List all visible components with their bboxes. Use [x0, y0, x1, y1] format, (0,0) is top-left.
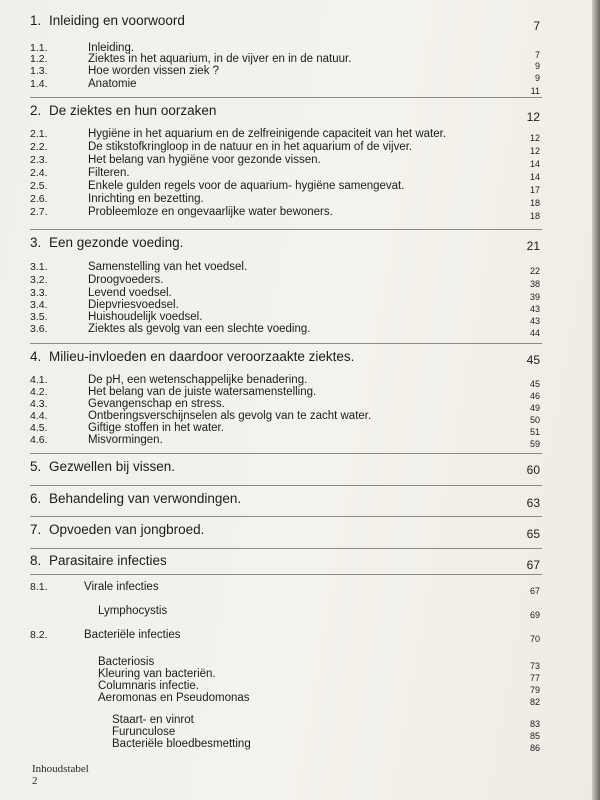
footer-page-number: 2 [32, 775, 38, 787]
item-number: 8.1. [30, 581, 48, 593]
item-page: 9 [534, 61, 540, 71]
item-title: Diepvriesvoedsel. [88, 299, 179, 311]
item-page: 12 [529, 133, 540, 143]
item-title: Filteren. [88, 167, 130, 179]
item-page: 18 [529, 211, 540, 221]
section-page: 12 [526, 110, 540, 124]
item-page: 69 [529, 610, 540, 620]
item-page: 11 [530, 86, 540, 96]
divider [30, 229, 542, 230]
item-page: 38 [529, 279, 540, 289]
item-number: 4.3. [30, 398, 48, 410]
section-page: 45 [526, 353, 540, 367]
item-title: Bacteriële bloedbesmetting [112, 738, 251, 750]
divider [30, 453, 542, 454]
item-title: Giftige stoffen in het water. [88, 422, 224, 434]
item-page: 39 [529, 292, 540, 302]
divider [30, 485, 542, 486]
section-title: Opvoeden van jongbroed. [49, 522, 205, 537]
item-page: 83 [529, 719, 540, 729]
section-title: Inleiding en voorwoord [49, 13, 185, 28]
item-title: Kleuring van bacteriën. [98, 668, 216, 680]
item-page: 67 [529, 586, 540, 596]
divider [30, 574, 542, 575]
item-number: 2.4. [30, 167, 48, 179]
section-title: Milieu-invloeden en daardoor veroorzaakte ziektes. [49, 349, 355, 364]
item-title: Samenstelling van het voedsel. [88, 261, 248, 273]
section-title: Parasitaire infecties [49, 553, 167, 568]
section-number: 2. [30, 103, 42, 118]
item-title: Ziektes als gevolg van een slechte voeding. [88, 323, 311, 335]
section-number: 5. [30, 459, 42, 474]
item-title: Levend voedsel. [88, 287, 172, 299]
divider [30, 516, 542, 517]
item-title: Lymphocystis [98, 605, 168, 617]
item-title: Inleiding. [88, 42, 135, 54]
item-page: 46 [529, 391, 540, 401]
item-page: 77 [529, 673, 540, 683]
item-title: Enkele gulden regels voor de aquarium- hygiëne samengevat. [88, 180, 405, 192]
section-number: 6. [30, 491, 42, 506]
item-page: 18 [529, 198, 540, 208]
item-page: 86 [529, 743, 540, 753]
item-page: 50 [529, 415, 540, 425]
item-number: 3.2. [30, 274, 48, 286]
item-page: 45 [529, 379, 540, 389]
footer-label: Inhoudstabel [32, 763, 89, 775]
item-page: 79 [529, 685, 540, 695]
divider [30, 343, 542, 344]
item-number: 2.7. [30, 206, 48, 218]
section-number: 8. [30, 553, 42, 568]
item-title: Het belang van de juiste watersamenstelling. [88, 386, 317, 398]
item-title: Ontberingsverschijnselen als gevolg van te zacht water. [88, 410, 372, 422]
item-number: 3.1. [30, 261, 48, 273]
section-number: 7. [30, 522, 42, 537]
section-number: 3. [30, 235, 42, 250]
item-title: Hygiëne in het aquarium en de zelfreinigende capaciteit van het water. [88, 128, 447, 140]
item-page: 70 [529, 634, 540, 644]
item-title: Hoe worden vissen ziek ? [88, 65, 220, 77]
item-title: Probleemloze en ongevaarlijke water bewoners. [88, 206, 333, 218]
item-page: 59 [529, 439, 540, 449]
item-page: 73 [529, 661, 540, 671]
item-title: Droogvoeders. [88, 274, 164, 286]
section-page: 60 [526, 463, 540, 477]
item-page: 14 [529, 159, 540, 169]
section-title: Gezwellen bij vissen. [49, 459, 176, 474]
item-page: 44 [529, 328, 540, 338]
section-page: 7 [533, 19, 540, 33]
item-number: 4.4. [30, 410, 48, 422]
divider [30, 548, 542, 549]
item-number: 3.5. [30, 311, 48, 323]
item-number: 4.1. [30, 374, 48, 386]
section-title: Behandeling van verwondingen. [49, 491, 242, 506]
item-title: Gevangenschap en stress. [88, 398, 225, 410]
item-page: 82 [529, 697, 540, 707]
item-number: 2.6. [30, 193, 48, 205]
item-title: Bacteriële infecties [84, 629, 181, 641]
section-page: 63 [526, 496, 540, 510]
item-number: 8.2. [30, 629, 48, 641]
item-number: 4.2. [30, 386, 48, 398]
item-title: De stikstofkringloop in de natuur en in het aquarium of de vijver. [88, 141, 413, 153]
item-page: 12 [529, 146, 540, 156]
item-page: 9 [534, 73, 540, 83]
section-number: 4. [30, 349, 42, 364]
section-page: 67 [526, 558, 540, 572]
item-number: 2.5. [30, 180, 48, 192]
item-page: 43 [529, 316, 540, 326]
item-title: Het belang van hygiëne voor gezonde vissen. [88, 154, 321, 166]
item-title: De pH, een wetenschappelijke benadering. [88, 374, 308, 386]
section-number: 1. [30, 13, 42, 28]
item-number: 1.4. [30, 78, 48, 90]
item-title: Columnaris infectie. [98, 680, 199, 692]
item-page: 51 [529, 427, 540, 437]
item-title: Ziektes in het aquarium, in de vijver en in de natuur. [88, 53, 352, 65]
section-page: 21 [526, 239, 540, 253]
section-page: 65 [526, 527, 540, 541]
item-title: Virale infecties [84, 581, 159, 593]
item-page: 7 [534, 50, 540, 60]
item-number: 3.6. [30, 323, 48, 335]
item-number: 2.2. [30, 141, 48, 153]
section-title: Een gezonde voeding. [49, 235, 184, 250]
item-page: 22 [529, 266, 540, 276]
item-number: 1.1. [30, 42, 48, 54]
item-number: 1.3. [30, 65, 48, 77]
item-title: Inrichting en bezetting. [88, 193, 204, 205]
item-page: 49 [529, 403, 540, 413]
item-number: 4.5. [30, 422, 48, 434]
item-page: 85 [529, 731, 540, 741]
item-page: 17 [529, 185, 540, 195]
item-number: 2.3. [30, 154, 48, 166]
item-number: 2.1. [30, 128, 48, 140]
item-number: 4.6. [30, 434, 48, 446]
item-title: Misvormingen. [88, 434, 163, 446]
item-title: Anatomie [88, 78, 137, 90]
item-title: Furunculose [112, 726, 176, 738]
divider [30, 97, 542, 98]
item-title: Huishoudelijk voedsel. [88, 311, 203, 323]
item-title: Staart- en vinrot [112, 714, 194, 726]
item-number: 3.3. [30, 287, 48, 299]
item-number: 3.4. [30, 299, 48, 311]
item-page: 43 [529, 304, 540, 314]
item-page: 14 [529, 172, 540, 182]
item-title: Aeromonas en Pseudomonas [98, 692, 250, 704]
item-number: 1.2. [30, 53, 48, 65]
section-title: De ziektes en hun oorzaken [49, 103, 217, 118]
page-edge [592, 0, 600, 800]
item-title: Bacteriosis [98, 656, 155, 668]
